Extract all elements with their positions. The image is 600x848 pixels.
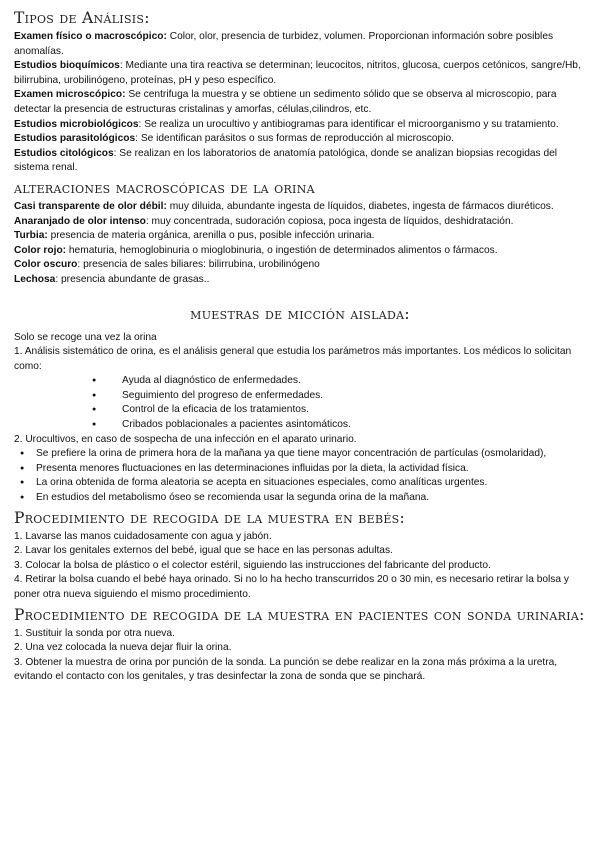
tipos-term: Examen microscópico: — [14, 89, 126, 101]
muestras-paragraph-1: 1. Análisis sistemático de orina, es el análisis general que estudia los parámetros más importantes. Los médicos lo solicitan como: — [14, 346, 572, 372]
bebes-step: 3. Colocar la bolsa de plástico o el colector estéril, siguiendo las instrucciones del fabricante del producto. — [14, 559, 491, 571]
muestras-paragraph-2: 2. Urocultivos, en caso de sospecha de una infección en el aparato urinario. — [14, 433, 357, 445]
alteracion-term: Color oscuro — [14, 259, 78, 271]
tipos-text: Color, olor, presencia de turbidez, volumen. Proporcionan información sobre posibles anomalías. — [14, 31, 554, 57]
tipos-text: : Se realiza un urocultivo y antibiogramas para identificar el microorganismo y su tratamiento. — [138, 118, 559, 130]
list-item: ● Control de la eficacia de los tratamientos. — [14, 403, 586, 418]
list-item: ● Presenta menores fluctuaciones en las determinaciones influidas por la dieta, la actividad física. — [14, 462, 586, 477]
alteracion-item — [14, 229, 586, 244]
alteracion-item — [14, 258, 586, 273]
tipos-term: Estudios bioquímicos — [14, 60, 120, 72]
list-item: ● La orina obtenida de forma aleatoria se acepta en situaciones especiales, como analíticas urgentes. — [14, 476, 586, 491]
alteracion-text: hematuria, hemoglobinuria o mioglobinuria, o ingestión de determinados alimentos o fármacos. — [66, 244, 498, 256]
tipos-term: Estudios parasitológicos — [14, 133, 136, 145]
tipos-text: Se centrifuga la muestra y se obtiene un sedimento sólido que se observa al microscopio, para detectar la presencia de estructuras cristalinas y amorfas, células,cilindros, etc. — [14, 89, 557, 115]
alteracion-text: : presencia abundante de grasas.. — [55, 273, 210, 285]
alteracion-text: : muy concentrada, sudoración copiosa, poca ingesta de líquidos, deshidratación. — [145, 215, 514, 227]
tipos-text: : Mediante una tira reactiva se determinan; leucocitos, nitritos, glucosa, cuerpos cetónicos, sangre/Hb, bilirrubina, urobilinógeno, proteínas, pH y peso específico. — [14, 60, 581, 86]
indicaciones-list — [14, 374, 586, 432]
alteracion-term: Anaranjado de olor intenso — [14, 215, 146, 227]
list-item: ● Cribados poblacionales a pacientes asintomáticos. — [14, 418, 586, 433]
bebes-step: 2. Lavar los genitales externos del bebé, igual que se hace en las personas adultas. — [14, 545, 393, 557]
alteracion-item — [14, 215, 586, 230]
alteracion-term: Casi transparente de olor débil: — [14, 200, 167, 212]
tipos-item — [14, 88, 586, 117]
tipos-item — [14, 132, 586, 147]
alteracion-term: Lechosa — [14, 273, 56, 285]
tipos-text: : Se realizan en los laboratorios de anatomía patológica, donde se analizan biopsias recogidas del sistema renal. — [14, 147, 558, 174]
sonda-step: 3. Obtener la muestra de orina por punción de la sonda. La punción se debe realizar en la zona más próxima a la uretra, evitando el contacto con los genitales, y tras desinfectar la zona de sonda que se pinchará. — [14, 656, 558, 683]
alteracion-term: Turbia: — [14, 230, 48, 242]
bebes-step: 1. Lavarse las manos cuidadosamente con agua y jabón. — [14, 530, 272, 542]
list-item: ● Seguimiento del progreso de enfermedades. — [14, 389, 586, 404]
alteracion-text: muy diluida, abundante ingesta de líquidos, diabetes, ingesta de fármacos diuréticos. — [166, 200, 554, 212]
sonda-heading: Procedimiento de recogida de la muestra en pacientes con sonda urinaria: — [14, 605, 585, 624]
alteracion-item — [14, 273, 586, 288]
alteracion-text: : presencia de sales biliares: bilirrubina, urobilinógeno — [77, 259, 320, 271]
alteracion-item — [14, 200, 586, 215]
tipos-text: : Se identifican parásitos o sus formas de reproducción al microscopio. — [135, 133, 454, 145]
list-item: ● Ayuda al diagnóstico de enfermedades. — [14, 374, 586, 389]
list-item: ● Se prefiere la orina de primera hora de la mañana ya que tiene mayor concentración de partículas (osmolaridad), — [14, 447, 586, 462]
tipos-term: Estudios citológicos — [14, 147, 114, 159]
muestras-heading: muestras de micción aislada: — [190, 304, 410, 323]
muestras-intro: Solo se recoge una vez la orina — [14, 331, 157, 343]
alteraciones-heading: alteraciones macroscópicas de la orina — [14, 178, 315, 197]
list-item: ● En estudios del metabolismo óseo se recomienda usar la segunda orina de la mañana. — [14, 491, 586, 506]
tipos-item — [14, 118, 586, 133]
bebes-heading: Procedimiento de recogida de la muestra en bebés: — [14, 508, 406, 527]
alteracion-text: presencia de materia orgánica, arenilla o pus, posible infección urinaria. — [47, 230, 375, 242]
bebes-step: 4. Retirar la bolsa cuando el bebé haya orinado. Si no lo ha hecho transcurridos 20 o 30 min, es necesario retirar la bolsa y poner otra nueva siguiendo el mismo procedimiento. — [14, 574, 569, 600]
tipos-item — [14, 147, 586, 176]
sonda-step: 1. Sustituir la sonda por otra nueva. — [14, 627, 175, 639]
tipos-heading: Tipos de Análisis: — [14, 9, 150, 27]
alteracion-item — [14, 244, 586, 259]
tipos-term: Examen físico o macroscópico: — [14, 31, 167, 42]
tipos-item — [14, 59, 586, 88]
sonda-step: 2. Una vez colocada la nueva dejar fluir la orina. — [14, 642, 232, 654]
alteracion-term: Color rojo: — [14, 244, 67, 256]
tipos-term: Estudios microbiológicos — [14, 118, 139, 130]
tipos-item — [14, 30, 586, 59]
urocultivo-list — [14, 447, 586, 505]
